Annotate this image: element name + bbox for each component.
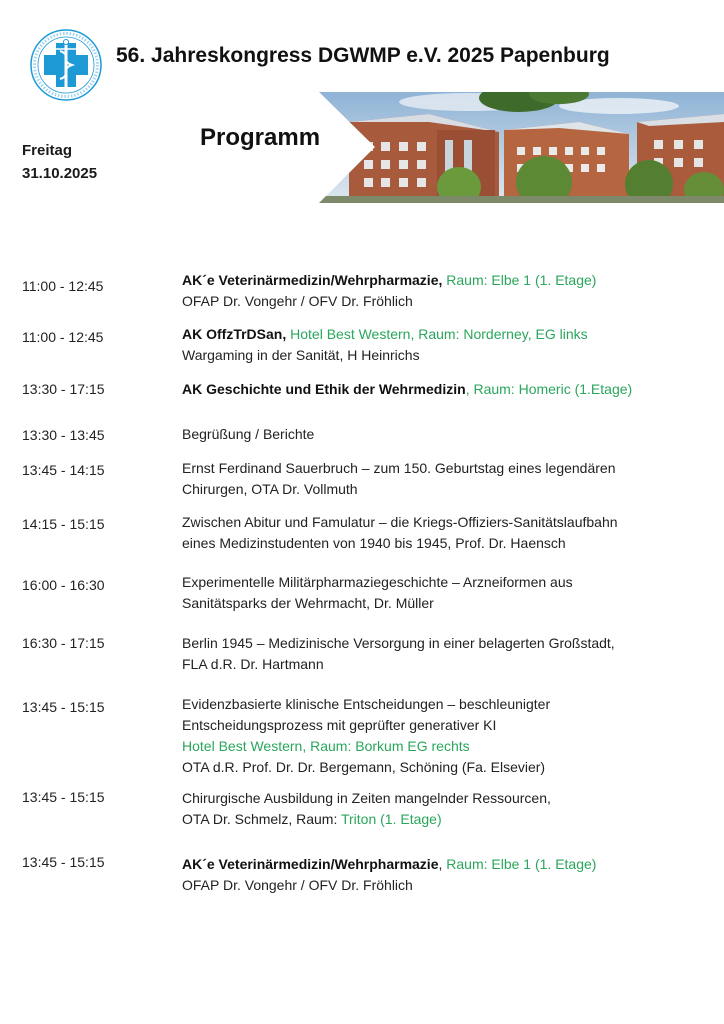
talk-title: Experimentelle Militärpharmaziegeschichte – Arzneiformen aus xyxy=(182,574,573,590)
session-description xyxy=(182,633,712,675)
speakers: eines Medizinstudenten von 1940 bis 1945, Prof. Dr. Haensch xyxy=(182,535,566,551)
separator: , xyxy=(438,856,447,872)
time-slot: 13:30 - 13:45 xyxy=(22,427,105,443)
page-title: 56. Jahreskongress DGWMP e.V. 2025 Papenburg xyxy=(116,44,610,67)
session-description xyxy=(182,270,712,312)
dgwmp-logo xyxy=(30,29,102,101)
speakers: OTA d.R. Prof. Dr. Dr. Bergemann, Schöning (Fa. Elsevier) xyxy=(182,759,546,775)
speakers: Chirurgen, OTA Dr. Vollmuth xyxy=(182,481,358,497)
session-title: AK´e Veterinärmedizin/Wehrpharmazie, xyxy=(182,272,443,288)
venue-photo xyxy=(319,92,724,203)
session-description xyxy=(182,512,712,554)
time-slot: 13:45 - 15:15 xyxy=(22,789,105,805)
talk-title: Begrüßung / Berichte xyxy=(182,426,315,442)
talk-title-continued: Entscheidungsprozess mit geprüfter generativer KI xyxy=(182,717,497,733)
time-slot: 11:00 - 12:45 xyxy=(22,278,104,294)
speakers: OFAP Dr. Vongehr / OFV Dr. Fröhlich xyxy=(182,877,413,893)
session-title: AK´e Veterinärmedizin/Wehrpharmazie xyxy=(182,856,439,872)
talk-title: Berlin 1945 – Medizinische Versorgung in einer belagerten Großstadt, xyxy=(182,635,615,651)
session-description xyxy=(182,694,712,778)
session-title: AK OffzTrDSan, xyxy=(182,326,287,342)
room-location: Hotel Best Western, Raum: Borkum EG rechts xyxy=(182,738,470,754)
speakers: Sanitätsparks der Wehrmacht, Dr. Müller xyxy=(182,595,434,611)
session-description xyxy=(182,379,712,400)
time-slot: 16:30 - 17:15 xyxy=(22,635,105,651)
time-slot: 14:15 - 15:15 xyxy=(22,516,105,532)
time-slot: 13:45 - 14:15 xyxy=(22,462,105,478)
room-location: Raum: Elbe 1 (1. Etage) xyxy=(442,272,597,288)
talk-title: Chirurgische Ausbildung in Zeiten mangelnder Ressourcen, xyxy=(182,790,551,806)
room-location: Raum: Elbe 1 (1. Etage) xyxy=(446,856,597,872)
room-location: Triton (1. Etage) xyxy=(340,811,442,827)
room-location: Hotel Best Western, Raum: Norderney, EG links xyxy=(286,326,588,342)
weekday: Freitag xyxy=(22,142,73,159)
session-description xyxy=(182,572,712,614)
session-description xyxy=(182,788,712,830)
programm-heading: Programm xyxy=(200,124,321,151)
time-slot: 13:45 - 15:15 xyxy=(22,699,105,715)
session-description xyxy=(182,458,712,500)
room-location: , Raum: Homeric (1.Etage) xyxy=(465,381,633,397)
speakers: OTA Dr. Schmelz, Raum: xyxy=(182,811,341,827)
session-description xyxy=(182,324,712,366)
date: 31.10.2025 xyxy=(22,165,98,182)
time-slot: 11:00 - 12:45 xyxy=(22,329,104,345)
session-description xyxy=(182,854,712,896)
speakers: Wargaming in der Sanität, H Heinrichs xyxy=(182,347,420,363)
session-title: AK Geschichte und Ethik der Wehrmedizin xyxy=(182,381,466,397)
time-slot: 13:45 - 15:15 xyxy=(22,854,105,870)
talk-title: Zwischen Abitur und Famulatur – die Kriegs-Offiziers-Sanitätslaufbahn xyxy=(182,514,618,530)
time-slot: 16:00 - 16:30 xyxy=(22,577,105,593)
speakers: OFAP Dr. Vongehr / OFV Dr. Fröhlich xyxy=(182,293,413,309)
talk-title: Evidenzbasierte klinische Entscheidungen – beschleunigter xyxy=(182,696,551,712)
talk-title: Ernst Ferdinand Sauerbruch – zum 150. Geburtstag eines legendären xyxy=(182,460,616,476)
speakers: FLA d.R. Dr. Hartmann xyxy=(182,656,324,672)
session-description xyxy=(182,424,712,445)
date-block xyxy=(22,139,97,185)
time-slot: 13:30 - 17:15 xyxy=(22,381,105,397)
